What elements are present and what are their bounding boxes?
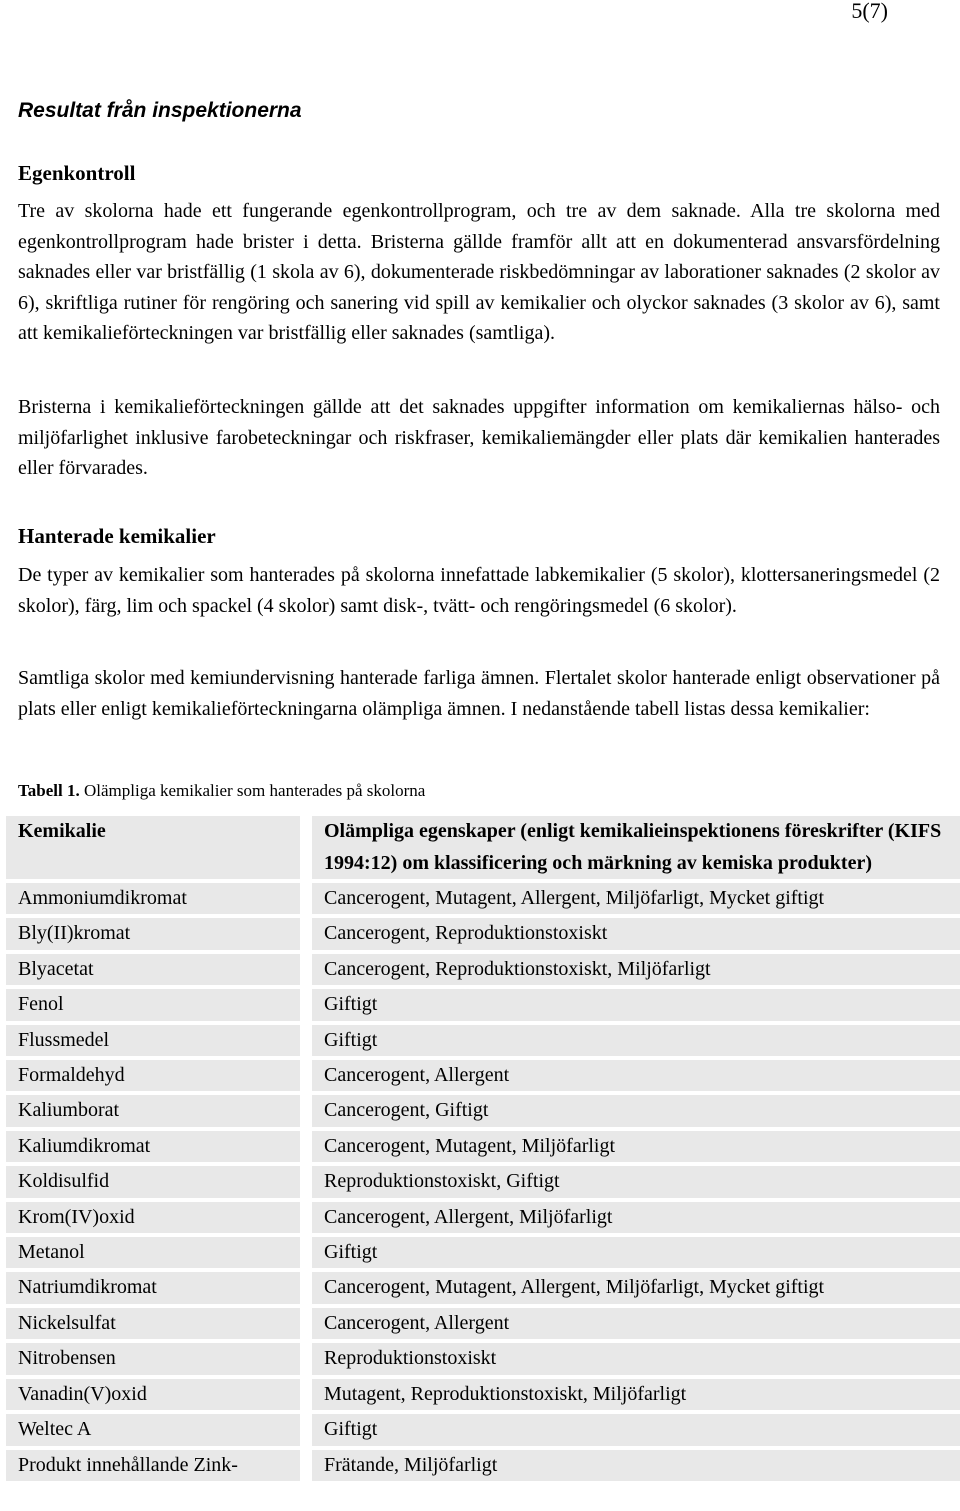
chemical-name-cell: Krom(IV)oxid [6, 1202, 300, 1233]
column-gap [300, 1343, 312, 1374]
chemical-name-cell: Ammoniumdikromat [6, 883, 300, 914]
paragraph-egenkontroll-1: Tre av skolorna hade ett fungerande egenkontrollprogram, och tre av dem saknade. Alla tre skolorna med egenkontrollprogram hade brister i detta. Bristerna gällde framför allt att en dokumenterad ansvarsfördelning saknades eller var bristfällig (1 skola av 6), dokumenterade riskbedömningar av laborationer saknades (2 skolor av 6), skriftliga rutiner för rengöring och sanering vid spill av kemikalier och olyckor saknades (3 skolor av 6), samt att kemikalieförteckningen var bristfällig eller saknades (samtliga). [18, 200, 940, 345]
chemical-name-cell: Nitrobensen [6, 1343, 300, 1374]
table-row [6, 1060, 960, 1091]
table-row [6, 1166, 960, 1197]
column-gap [300, 918, 312, 949]
paragraph-hanterade-2: Samtliga skolor med kemiundervisning hanterade farliga ämnen. Flertalet skolor hanterade enligt observationer på plats eller enligt kemikalieförteckningarna olämpliga ämnen. I nedanstående tabell listas dessa kemikalier: [18, 667, 940, 720]
paragraph-egenkontroll-2: Bristerna i kemikalieförteckningen gällde att det saknades uppgifter information om kemikaliernas hälso- och miljöfarlighet inklusive farobeteckningar och riskfraser, kemikaliemängder eller plats där kemikalien hanterades eller förvarades. [18, 396, 940, 480]
hazard-properties-cell: Cancerogent, Reproduktionstoxiskt [312, 918, 960, 949]
table-row [6, 1237, 960, 1268]
table-row [6, 1450, 960, 1481]
column-gap [300, 1025, 312, 1056]
column-gap [300, 1308, 312, 1339]
table-row [6, 1272, 960, 1303]
table-row [6, 883, 960, 914]
heading-egenkontroll: Egenkontroll [18, 161, 136, 185]
hazard-properties-cell: Giftigt [312, 989, 960, 1020]
column-gap [300, 1414, 312, 1445]
hazard-properties-cell: Cancerogent, Mutagent, Allergent, Miljöfarligt, Mycket giftigt [312, 1272, 960, 1303]
column-gap [300, 1131, 312, 1162]
hazard-properties-cell: Giftigt [312, 1025, 960, 1056]
table-row [6, 1414, 960, 1445]
column-gap [300, 1237, 312, 1268]
chemical-name-cell: Fenol [6, 989, 300, 1020]
column-gap [300, 1166, 312, 1197]
column-gap [300, 1095, 312, 1126]
chemical-name-cell: Weltec A [6, 1414, 300, 1445]
hazard-properties-cell: Reproduktionstoxiskt [312, 1343, 960, 1374]
header-olampliga-egenskaper: Olämpliga egenskaper (enligt kemikalieinspektionens föreskrifter (KIFS 1994:12) om klassificering och märkning av kemiska produkter) [312, 816, 960, 879]
hazard-properties-cell: Cancerogent, Reproduktionstoxiskt, Miljöfarligt [312, 954, 960, 985]
column-gap [300, 954, 312, 985]
table-row [6, 1095, 960, 1126]
chemical-name-cell: Kaliumdikromat [6, 1131, 300, 1162]
chemicals-table [6, 812, 960, 1485]
table-row [6, 1202, 960, 1233]
chemical-name-cell: Metanol [6, 1237, 300, 1268]
hazard-properties-cell: Cancerogent, Mutagent, Allergent, Miljöfarligt, Mycket giftigt [312, 883, 960, 914]
chemical-name-cell: Blyacetat [6, 954, 300, 985]
chemical-name-cell: Formaldehyd [6, 1060, 300, 1091]
column-gap [300, 1202, 312, 1233]
chemical-name-cell: Natriumdikromat [6, 1272, 300, 1303]
table-row [6, 1131, 960, 1162]
column-gap [300, 816, 312, 879]
heading-hanterade-kemikalier: Hanterade kemikalier [18, 524, 216, 548]
table-caption-text: Olämpliga kemikalier som hanterades på skolorna [83, 781, 426, 800]
column-gap [300, 1272, 312, 1303]
table-row [6, 954, 960, 985]
section-title: Resultat från inspektionerna [18, 99, 302, 122]
paragraph-hanterade-1: De typer av kemikalier som hanterades på skolorna innefattade labkemikalier (5 skolor), klottersaneringsmedel (2 skolor), färg, lim och spackel (4 skolor) samt disk-, tvätt- och rengöringsmedel (6 skolor). [18, 564, 940, 617]
chemical-name-cell: Koldisulfid [6, 1166, 300, 1197]
table-row [6, 1343, 960, 1374]
chemical-name-cell: Bly(II)kromat [6, 918, 300, 949]
table-row [6, 1308, 960, 1339]
table-row [6, 989, 960, 1020]
chemical-name-cell: Produkt innehållande Zink- [6, 1450, 300, 1481]
column-gap [300, 989, 312, 1020]
hazard-properties-cell: Cancerogent, Mutagent, Miljöfarligt [312, 1131, 960, 1162]
table-header-row [6, 816, 960, 879]
hazard-properties-cell: Giftigt [312, 1414, 960, 1445]
column-gap [300, 883, 312, 914]
hazard-properties-cell: Cancerogent, Allergent [312, 1308, 960, 1339]
hazard-properties-cell: Cancerogent, Giftigt [312, 1095, 960, 1126]
table-row [6, 918, 960, 949]
header-kemikalie: Kemikalie [6, 816, 300, 879]
hazard-properties-cell: Cancerogent, Allergent, Miljöfarligt [312, 1202, 960, 1233]
chemical-name-cell: Nickelsulfat [6, 1308, 300, 1339]
table-caption-label: Tabell 1. [18, 781, 80, 800]
table-row [6, 1025, 960, 1056]
hazard-properties-cell: Giftigt [312, 1237, 960, 1268]
hazard-properties-cell: Reproduktionstoxiskt, Giftigt [312, 1166, 960, 1197]
hazard-properties-cell: Frätande, Miljöfarligt [312, 1450, 960, 1481]
column-gap [300, 1379, 312, 1410]
chemical-name-cell: Kaliumborat [6, 1095, 300, 1126]
column-gap [300, 1060, 312, 1091]
table-row [6, 1379, 960, 1410]
chemical-name-cell: Vanadin(V)oxid [6, 1379, 300, 1410]
hazard-properties-cell: Cancerogent, Allergent [312, 1060, 960, 1091]
chemical-name-cell: Flussmedel [6, 1025, 300, 1056]
hazard-properties-cell: Mutagent, Reproduktionstoxiskt, Miljöfarligt [312, 1379, 960, 1410]
table-caption [18, 779, 425, 803]
column-gap [300, 1450, 312, 1481]
page-number: 5(7) [851, 0, 888, 23]
table-body [6, 883, 960, 1481]
